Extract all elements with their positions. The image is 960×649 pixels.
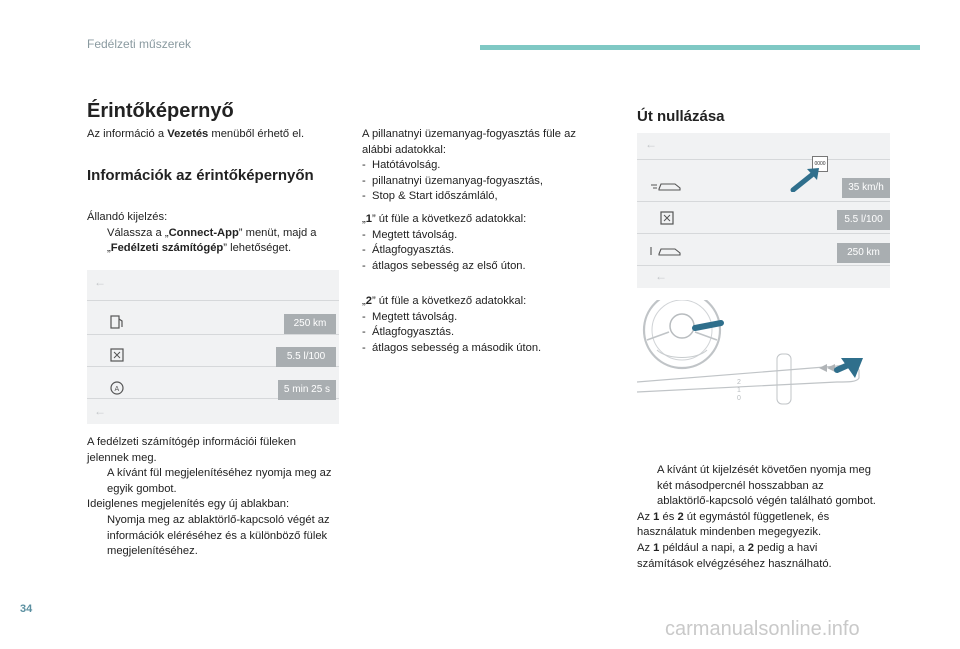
avg-speed-value: 35 km/h [842, 178, 890, 198]
back-arrow-icon[interactable]: ← [645, 137, 657, 151]
watermark: carmanualsonline.info [665, 618, 860, 640]
header-accent-bar [480, 45, 920, 50]
stop-start-timer-icon [109, 381, 127, 395]
reset-instructions: A kívánt út kijelzését követően nyomja meg két másodpercnél hosszabban az ablaktörlő-kapcsoló végén található gombot. Az 1 és 2 út egymástól függetlenek, és használatuk mindenben megegyezik. Az 1 például a napi, a 2 pedig a havi számítások elvégzéséhez használható. [637, 464, 876, 570]
timer-value: 5 min 25 s [278, 380, 336, 400]
permanent-display-text: Állandó kijelzés: Válassza a „Connect-App” menüt, majd a „Fedélzeti számítógép” lehetőséget. [87, 211, 317, 255]
section-title: Fedélzeti műszerek [87, 37, 192, 51]
page-number: 34 [20, 603, 33, 615]
reset-badge-icon[interactable]: 0000 [812, 156, 828, 172]
trip-1-block: „1” út füle a következő adatokkal: - Megtett távolság. - Átlagfogyasztás. - átlagos sebesség az első úton. [362, 213, 527, 272]
distance-icon [649, 244, 683, 258]
back-arrow-icon[interactable]: ← [94, 404, 106, 418]
fuel-consumption-icon [109, 348, 127, 362]
tabs-explanation: A fedélzeti számítógép információi füleken jelennek meg. A kívánt fül megjelenítéséhez nyomja meg az egyik gombot. Ideiglenes megjelenítés egy új ablakban: Nyomja meg az ablaktörlő-kapcsoló végét az információk eléréséhez és a különböző fülek megjelenítéséhez. [87, 436, 332, 558]
svg-text:2: 2 [737, 379, 741, 386]
consumption-value: 5.5 l/100 [276, 347, 336, 367]
section-subtitle: Információk az érintőképernyőn [87, 167, 314, 184]
pointer-arrow-icon [789, 166, 823, 192]
trip-reset-panel [637, 133, 890, 288]
back-arrow-icon[interactable]: ← [94, 275, 106, 289]
fuel-consumption-icon [659, 211, 677, 225]
wiper-stalk-illustration [637, 300, 890, 410]
trip-reset-title: Út nullázása [637, 108, 725, 125]
trip-computer-panel [87, 270, 339, 424]
back-arrow-icon[interactable]: ← [655, 269, 667, 283]
range-value: 250 km [284, 314, 336, 334]
svg-text:A: A [114, 386, 120, 393]
svg-text:0: 0 [737, 395, 741, 402]
fuel-range-icon [109, 315, 127, 329]
trip-2-block: „2” út füle a következő adatokkal: - Megtett távolság. - Átlagfogyasztás. - átlagos sebesség a második úton. [362, 295, 542, 354]
distance-value: 250 km [837, 243, 890, 263]
avg-consumption-value: 5.5 l/100 [837, 210, 890, 230]
svg-text:1: 1 [737, 387, 741, 394]
average-speed-icon [649, 179, 683, 193]
intro-paragraph: Az információ a Vezetés menüből érhető el. [87, 128, 305, 140]
instant-tab-block: A pillanatnyi üzemanyag-fogyasztás füle az alábbi adatokkal: - Hatótávolság. - pillanatnyi üzemanyag-fogyasztás, - Stop & Start időszámláló, [362, 128, 576, 203]
page-title: Érintőképernyő [87, 100, 234, 122]
